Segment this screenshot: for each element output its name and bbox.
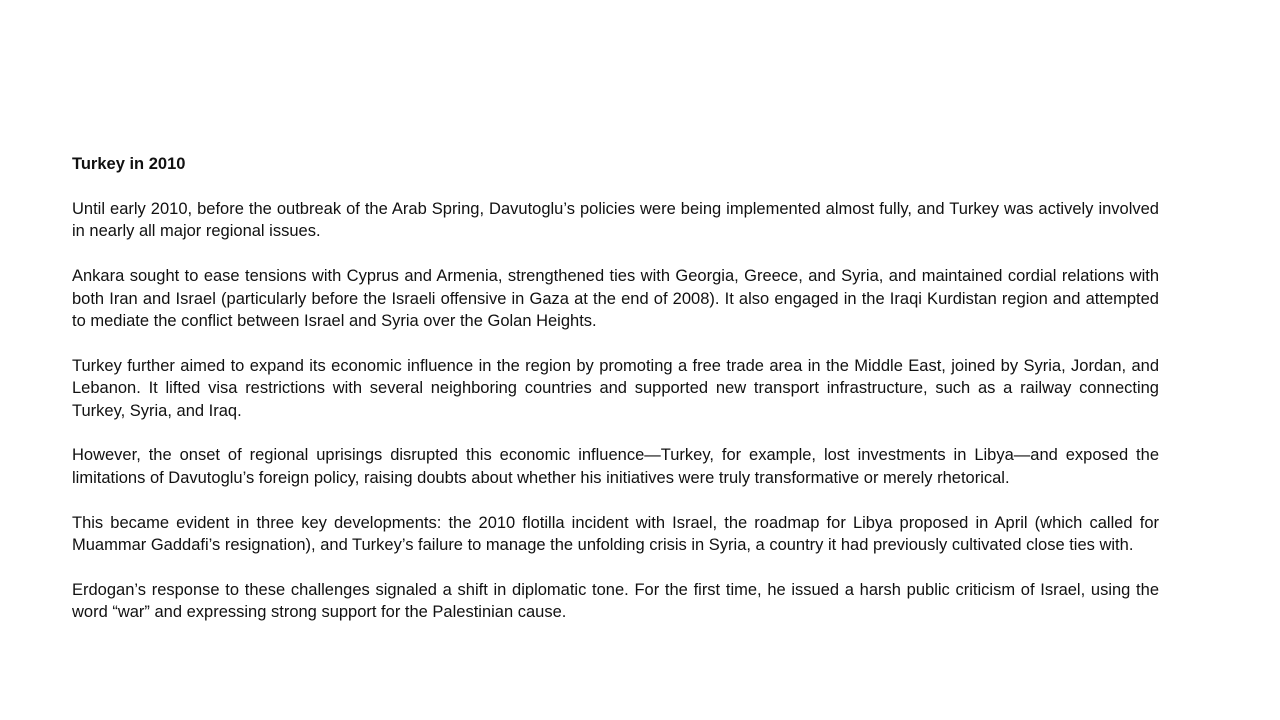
paragraph-intro: Until early 2010, before the outbreak of the Arab Spring, Davutoglu’s policies were being implemented almost fully, and Turkey was actively involved in nearly all major regional issues. (72, 200, 1159, 241)
paragraph-ankara-relations: Ankara sought to ease tensions with Cyprus and Armenia, strengthened ties with Georgia, Greece, and Syria, and maintained cordial relations with both Iran and Israel (particularly before the Israeli offensive in Gaza at the end of 2008). It also engaged in the Iraqi Kurdistan region and attempted to mediate the conflict between Israel and Syria over the Golan Heights. (72, 267, 1159, 331)
paragraph-economic-influence: Turkey further aimed to expand its economic influence in the region by promoting a free trade area in the Middle East, joined by Syria, Jordan, and Lebanon. It lifted visa restrictions with several neighboring countries and supported new transport infrastructure, such as a railway connecting Turkey, Syria, and Iraq. (72, 356, 1159, 420)
paragraph-erdogan-response: Erdogan’s response to these challenges signaled a shift in diplomatic tone. For the first time, he issued a harsh public criticism of Israel, using the word “war” and expressing strong support for the Palestinian cause. (72, 580, 1159, 622)
paragraph-uprisings: However, the onset of regional uprisings disrupted this economic influence—Turkey, for example, lost investments in Libya—and exposed the limitations of Davutoglu’s foreign policy, raising doubts about whether his initiatives were truly transformative or merely rhetorical. (72, 446, 1159, 487)
slide-title: Turkey in 2010 (72, 155, 186, 173)
paragraph-key-developments: This became evident in three key developments: the 2010 flotilla incident with Israel, the roadmap for Libya proposed in April (which called for Muammar Gaddafi’s resignation), and Turkey’s failure to manage the unfolding crisis in Syria, a country it had previously cultivated close ties with. (72, 513, 1159, 555)
slide-content (72, 153, 1159, 646)
